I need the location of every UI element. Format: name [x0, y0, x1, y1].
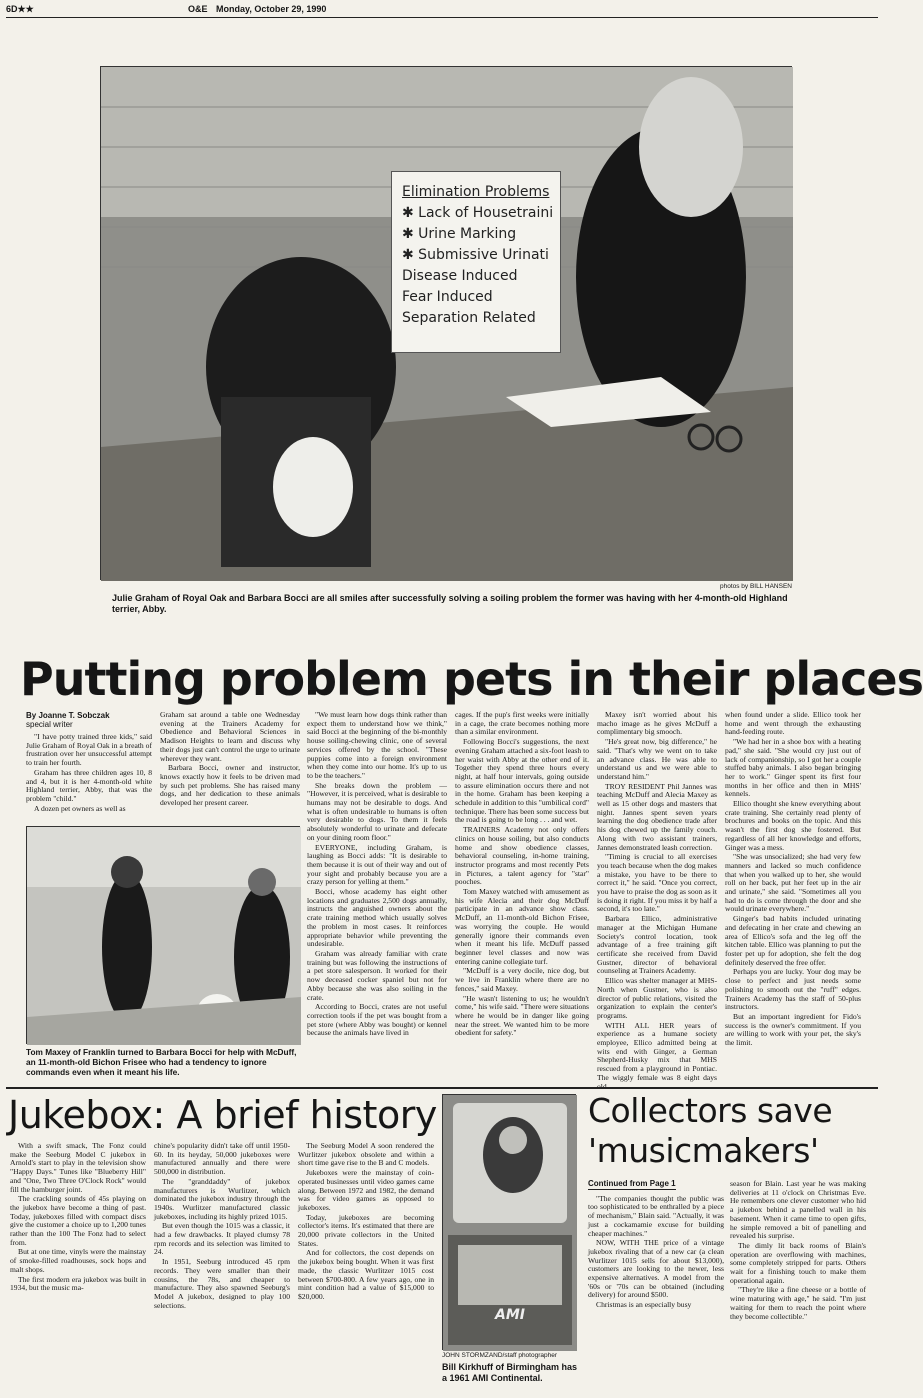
article-column-6 [725, 711, 861, 1081]
paragraph: With a swift smack, The Fonz could make the Seeburg Model C jukebox in Arnold's start to play in the television show "Happy Days." Tunes like "Blueberry Hill" and "One, Two Three O'Clock Rock" would fill the hamburger joint. [10, 1141, 146, 1194]
paragraph: "We must learn how dogs think rather than expect them to understand how we think," said Bocci at the beginning of the bi-monthly house soiling-chewing clinic, one of several services offered by the school. "These puppies come into a foreign environment when they come into our home. It's up to us to be the teachers." [307, 710, 447, 780]
paragraph: "He wasn't listening to us; he wouldn't come," his wife said. "There were situations where he would be in danger like going near the street. We wanted him to be more obedient for safety." [455, 993, 589, 1038]
jukebox-headline: Jukebox: A brief history [8, 1093, 437, 1137]
training-photo-art [27, 827, 301, 1045]
jukebox-column-2 [154, 1142, 290, 1392]
byline-role: special writer [26, 720, 73, 729]
training-photo [26, 826, 300, 1044]
article-column-2 [160, 711, 300, 821]
jukebox-photo [442, 1094, 576, 1350]
paragraph: Graham sat around a table one Wednesday evening at the Trainers Academy for Obedience and Behavioral Sciences in Madison Heights to learn and discuss why their dogs just can't control the urge to urinate wherever they want. [160, 710, 300, 763]
paragraph: But at one time, vinyls were the mainstay of smoke-filled roadhouses, sock hops and malt shops. [10, 1247, 146, 1274]
paragraph: when found under a slide. Ellico took her home and went through the exhausting hand-feeding route. [725, 710, 861, 737]
board-line: Separation Related [402, 310, 536, 326]
paragraph: Jukeboxes were the mainstay of coin-operated businesses until video games came along. Between 1972 and 1982, the demand was for video games as opposed to jukeboxes. [298, 1168, 434, 1212]
paragraph: The dimly lit back rooms of Blain's operation are overflowing with machines, some completely stripped for parts. Others wait for a finishing touch to make them operational again. [730, 1240, 866, 1285]
ami-logo: AMI [495, 1307, 525, 1323]
board-line: Disease Induced [402, 268, 518, 284]
paragraph: Barbara Ellico, administrative manager at the Michigan Humane Society's control location, took advantage of a free training gift certificate she received from David Gustner, director of behavioral counseling at Trainers Academy. [597, 914, 717, 976]
paragraph: The first modern era jukebox was built in 1934, but the music ma- [10, 1274, 146, 1293]
collectors-column-1 [588, 1180, 724, 1392]
paragraph: Graham has three children ages 10, 8 and 4, but it is her 4-month-old white Highland terrier, Abby, that was the problem "child." [26, 767, 152, 803]
page-number: 6D★★ [6, 4, 34, 14]
board-line: ✱ Submissive Urinati [402, 247, 549, 263]
whiteboard [391, 171, 561, 353]
paragraph: "We had her in a shoe box with a heating pad," she said. "She would cry just out of lack of companionship, so I got her a couple stuffed baby animals. I also began bringing her to work." Ginger spent its first four months in her office and then in MHS' kennels. [725, 737, 861, 799]
jukebox-column-1 [10, 1142, 146, 1392]
main-photo-caption: Julie Graham of Royal Oak and Barbara Bocci are all smiles after successfully solving a soiling problem the former was having with her 4-month-old Highland terrier, Abby. [112, 593, 788, 614]
article-column-1 [26, 711, 152, 821]
main-headline: Putting problem pets in their places [20, 652, 923, 706]
collectors-column-2 [730, 1180, 866, 1392]
paragraph: NOW, WITH THE price of a vintage jukebox rivaling that of a new car (a clean Wurlitzer 1015 sells for about $13,000), customers are looking to the newer, less expensive alternatives. A model from the '60s or '70s can be obtained (including delivery) for around $500. [588, 1238, 724, 1300]
paragraph: Following Bocci's suggestions, the next evening Graham attached a six-foot leash to her waist with Abby at the other end of it. Together they spend three hours every night, at half hour intervals, going outside to assure elimination occurs there and not in the home. Graham has been keeping a schedule in addition to this "umbilical cord" technique. There has been some success but the road is going to be long . . . and wet. [455, 737, 590, 825]
paragraph: "She was unsocialized; she had very few manners and lacked so much confidence that when you walked up to her, she would roll on her back, put her feet up in the air and urinate," she said. "Sometimes all you had to do is come through the door and she would urinate everywhere." [725, 852, 861, 914]
paragraph: "They're like a fine cheese or a bottle of wine maturing with age," he said. "I'm just waiting for them to reach the point where they become collectible." [730, 1285, 866, 1321]
paragraph: Ellico was shelter manager at MHS-North when Gustner, who is also director of public relations, visited the organization to explain the center's programs. [597, 976, 717, 1020]
paragraph: Perhaps you are lucky. Your dog may be close to perfect and just needs some polishing to smooth out the "ruff" edges. Trainers Academy has the staff of 50-plus instructors. [725, 967, 861, 1012]
continued-label: Continued from Page 1 [588, 1179, 676, 1188]
board-line: ✱ Urine Marking [402, 226, 517, 242]
paragraph: "McDuff is a very docile, nice dog, but we live in Franklin where there are no fences," said Maxey. [455, 966, 589, 993]
paragraph: According to Bocci, crates are not useful correction tools if the pet was bought from a pet store (where Abby was bought) or kennel because the animals have lived in [307, 1002, 447, 1038]
section-name: O&E [188, 4, 208, 14]
main-photo [100, 66, 792, 580]
paragraph: She breaks down the problem — "However, it is perceived, what is desirable to humans may not be desirable to dogs. And what is often undesirable to humans is often very desirable to dogs. To them it feels absolutely wonderful to urinate and defecate on your dining room floor." [307, 780, 447, 842]
paragraph: "I have potty trained three kids," said Julie Graham of Royal Oak in a breath of frustration over her unsuccessful attempt to train her fourth. [26, 732, 152, 768]
paragraph: TROY RESIDENT Phil Jannes was teaching McDuff and Alecia Maxey as well as 15 other dogs and masters that night. Jannes spent seven years learning the dog obedience trade after his dog chewed up the family couch. Along with two assistant trainers, Jannes demonstrated leash correction. [597, 781, 717, 852]
paragraph: "He's great now, big difference," he said. "That's why we went on to take an advance class. He was able to understand us and we were able to understand him." [597, 737, 717, 781]
paragraph: But even though the 1015 was a classic, it had a few drawbacks. It played clumsy 78 rpm records and its selection was limited to 24. [154, 1221, 290, 1257]
paragraph: "Timing is crucial to all exercises you teach because when the dog makes a mistake, you have to be there to correct it," he said. "Once you correct, you have to praise the dog as soon as it is doing it right. If you miss it by half a second, it's too late." [597, 852, 717, 914]
paragraph: TRAINERS Academy not only offers clinics on house soiling, but also conducts home and show obedience classes, behavioral counseling, in-home training, instructor programs and most recently Pets in Pictures, a talent agency for "star" pooches. [455, 825, 589, 887]
paragraph: The "granddaddy" of jukebox manufacturers is Wurlitzer, which dominated the jukebox industry through the 1940s. Wurlitzer manufactured classic jukeboxes, including its highly prized 1015. [154, 1176, 290, 1221]
paragraph: chine's popularity didn't take off until 1950-60. In its heyday, 50,000 jukeboxes were manufactured annually and there were 500,000 in distribution. [154, 1141, 290, 1177]
board-line: Fear Induced [402, 289, 493, 305]
paragraph: But an important ingredient for Fido's success is the owner's commitment. If you are willing to work with your pet, the sky's the limit. [725, 1011, 861, 1048]
paragraph: In 1951, Seeburg introduced 45 rpm records. They were smaller than their cousins, the 78s, and cheaper to manufacture. They also spawned Seeburg's Model A jukebox, designed to play 100 selections. [154, 1257, 290, 1310]
paragraph: The crackling sounds of 45s playing on the jukebox have become a thing of past. Today, jukeboxes filled with compact discs give the customer a choice up to 1,200 tunes rather than the 100 The Fonz had to select from. [10, 1194, 146, 1247]
page-folio [6, 2, 878, 18]
collectors-headline-line2: 'musicmakers' [588, 1131, 819, 1170]
collectors-headline-line1: Collectors save [588, 1091, 833, 1130]
jukebox-photo-caption: Bill Kirkhuff of Birmingham has a 1961 AMI Continental. [442, 1362, 578, 1383]
training-photo-caption: Tom Maxey of Franklin turned to Barbara Bocci for help with McDuff, an 11-month-old Bichon Frisee who had a tendency to ignore commands even when it meant his life. [26, 1047, 297, 1077]
paragraph: Ginger's bad habits included urinating and defecating in her crate and chewing an area of Ellico's sofa and the leg off the kitchen table. Ellico was planning to put the foster pet up for adoption, she felt the dog definitely deserved the free offer. [725, 914, 861, 967]
article-column-4 [455, 711, 589, 1081]
board-line: Elimination Problems [402, 184, 550, 200]
jukebox-column-3 [298, 1142, 434, 1392]
paragraph: Graham was already familiar with crate training but was following the instructions of a pet store salesperson. It worked for their now deceased cocker spaniel but not for Abby because she was also soiling in the crate. [307, 948, 447, 1002]
article-column-5 [597, 711, 717, 1081]
jukebox-photo-credit: JOHN STORMZAND/staff photographer [442, 1352, 557, 1359]
paragraph: cages. If the pup's first weeks were initially in a cage, the crate becomes nothing more than a similar environment. [455, 710, 589, 737]
paragraph: "The companies thought the public was too sophisticated to be enthralled by a piece of mechanism," Blain said. "Actually, it was just a cockamamie excuse for building cheaper machines." [588, 1193, 724, 1238]
paragraph: The Seeburg Model A soon rendered the Wurlitzer jukebox obsolete and within a short time gave rise to the B and C models. [298, 1141, 434, 1168]
paragraph: Ellico thought she knew everything about crate training. She certainly read plenty of brochures and books on the topic. And this wasn't the first dog she fostered. But regardless of all her knowledge and efforts, Ginger was a mess. [725, 799, 861, 852]
paragraph: Maxey isn't worried about his macho image as he gives McDuff a complimentary big smooch. [597, 710, 717, 737]
paragraph: season for Blain. Last year he was making deliveries at 11 o'clock on Christmas Eve. He remembers one clever customer who hid a jukebox behind a panelled wall in his basement. When it came time to open gifts, he simple removed a bit of panelling and revealed his surprise. [730, 1179, 866, 1241]
paragraph: WITH ALL HER years of experience as a humane society employee, Ellico admitted being at wits end with Ginger, a German Shepherd-Husky mix that MHS rescued from a playground in Pontiac. The wiggly female was 8 eight days [597, 1020, 717, 1082]
paragraph: Bocci, whose academy has eight other locations and graduates 2,500 dogs annually, instructs the anguished owners about the crate training method which usually solves the problem in most cases. It reinforces appropriate behavior while preventing the undesirable. [307, 887, 447, 949]
paragraph: And for collectors, the cost depends on the jukebox being bought. When it was first made, the classic Wurlitzer 1015 cost between $700-800. A few years ago, one in mint condition had a value of $15,000 to $20,000. [298, 1248, 434, 1301]
paragraph: Christmas is an especially busy [596, 1300, 692, 1310]
byline-name: By Joanne T. Sobczak [26, 711, 110, 720]
paragraph: Barbara Bocci, owner and instructor, knows exactly how it feels to be driven mad by such pet problems. She has raised many dogs, and her dedication to these animals developed her present career. [160, 763, 300, 808]
issue-date: Monday, October 29, 1990 [216, 4, 327, 14]
board-line: ✱ Lack of Housetraini [402, 205, 554, 221]
paragraph: Tom Maxey watched with amusement as his wife Alecia and their dog McDuff participate in an advance show class. McDuff, an 11-month-old Bichon Frisee, was worrying the couple. He would generally ignore their commands even when it meant his life. McDuff passed beginner level classes and now was entering canine collegiate turf. [455, 887, 589, 966]
paragraph: EVERYONE, including Graham, is laughing as Bocci adds: "It is desirable to them because it is out of their way and out of your sight and probably because you are a crazy person for yelling at them." [307, 842, 447, 887]
article-column-3 [307, 711, 447, 1081]
paragraph: A dozen pet owners as well as [34, 803, 126, 813]
paragraph: Today, jukeboxes are becoming collector's items. It's estimated that there are 20,000 private collectors in the United States. [298, 1212, 434, 1248]
main-photo-credit: photos by BILL HANSEN [719, 583, 792, 590]
section-divider [6, 1087, 878, 1089]
